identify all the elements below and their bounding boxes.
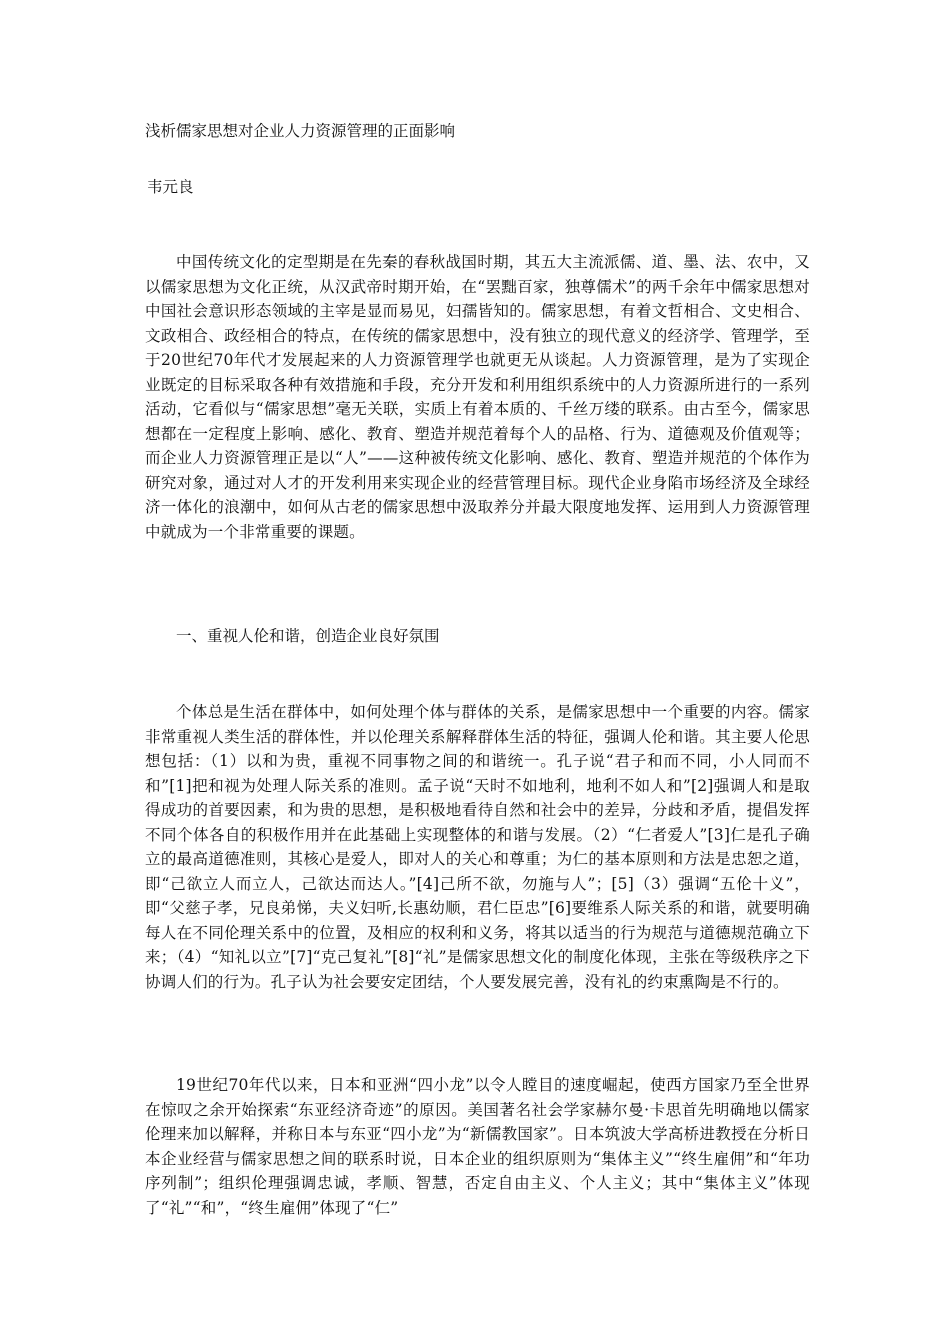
section-paragraph-2: 19世纪70年代以来，日本和亚洲“四小龙”以令人瞠目的速度崛起，使西方国家乃至全世界在惊叹之余开始探索“东亚经济奇迹”的原因。美国著名社会学家赫尔曼·卡思首先明确地以儒家伦理来加以解释，并称日本与东亚“四小龙”为“新儒教国家”。日本筑波大学高桥进教授在分析日本企业经营与儒家思想之间的联系时说，日本企业的组织原则为“集体主义”“终生雇佣”和“年功序列制”；组织伦理强调忠诚，孝顺、智慧，否定自由主义、个人主义；其中“集体主义”体现了“礼”“和”，“终生雇佣”体现了“仁” [145,1076,810,1217]
document-page [145,120,810,1217]
section-heading: 一、重视人伦和谐，创造企业良好氛围 [176,627,440,645]
document-title: 浅析儒家思想对企业人力资源管理的正面影响 [145,122,456,140]
section-paragraph: 个体总是生活在群体中，如何处理个体与群体的关系，是儒家思想中一个重要的内容。儒家非常重视人类生活的群体性，并以伦理关系解释群体生活的特征，强调人伦和谐。其主要人伦思想包括：（1）以和为贵，重视不同事物之间的和谐统一。孔子说“君子和而不同，小人同而不和”[1]把和视为处理人际关系的准则。孟子说“天时不如地利，地利不如人和”[2]强调人和是取得成功的首要因素，和为贵的思想，是积极地看待自然和社会中的差异，分歧和矛盾，提倡发挥不同个体各自的积极作用并在此基础上实现整体的和谐与发展。（2）“仁者爱人”[3]仁是孔子确立的最高道德准则，其核心是爱人，即对人的关心和尊重；为仁的基本原则和方法是忠恕之道，即“己欲立人而立人，己欲达而达人。”[4]己所不欲，勿施与人”；[5]（3）强调“五伦十义”，即“父慈子孝，兄良弟悌，夫义妇听,长惠幼顺，君仁臣忠”[6]要维系人际关系的和谐，就要明确每人在不同伦理关系中的位置，及相应的权利和义务，将其以适当的行为规范与道德规范确立下来；（4）“知礼以立”[7]“克己复礼”[8]“礼”是儒家思想文化的制度化体现，主张在等级秩序之下协调人们的行为。孔子认为社会要安定团结，个人要发展完善，没有礼的约束熏陶是不行的。 [145,703,810,991]
document-author: 韦元良 [147,178,194,196]
intro-paragraph: 中国传统文化的定型期是在先秦的春秋战国时期，其五大主流派儒、道、墨、法、农中，又以儒家思想为文化正统，从汉武帝时期开始，在“罢黜百家，独尊儒术”的两千余年中儒家思想对中国社会意识形态领域的主宰是显而易见，妇孺皆知的。儒家思想，有着文哲相合、文史相合、文政相合、政经相合的特点，在传统的儒家思想中，没有独立的现代意义的经济学、管理学，至于20世纪70年代才发展起来的人力资源管理学也就更无从谈起。人力资源管理，是为了实现企业既定的目标采取各种有效措施和手段，充分开发和利用组织系统中的人力资源所进行的一系列活动，它看似与“儒家思想”毫无关联，实质上有着本质的、千丝万缕的联系。由古至今，儒家思想都在一定程度上影响、感化、教育、塑造并规范着每个人的品格、行为、道德观及价值观等；而企业人力资源管理正是以“人”——这种被传统文化影响、感化、教育、塑造并规范的个体作为研究对象，通过对人才的开发利用来实现企业的经营管理目标。现代企业身陷市场经济及全球经济一体化的浪潮中，如何从古老的儒家思想中汲取养分并最大限度地发挥、运用到人力资源管理中就成为一个非常重要的课题。 [145,253,810,541]
